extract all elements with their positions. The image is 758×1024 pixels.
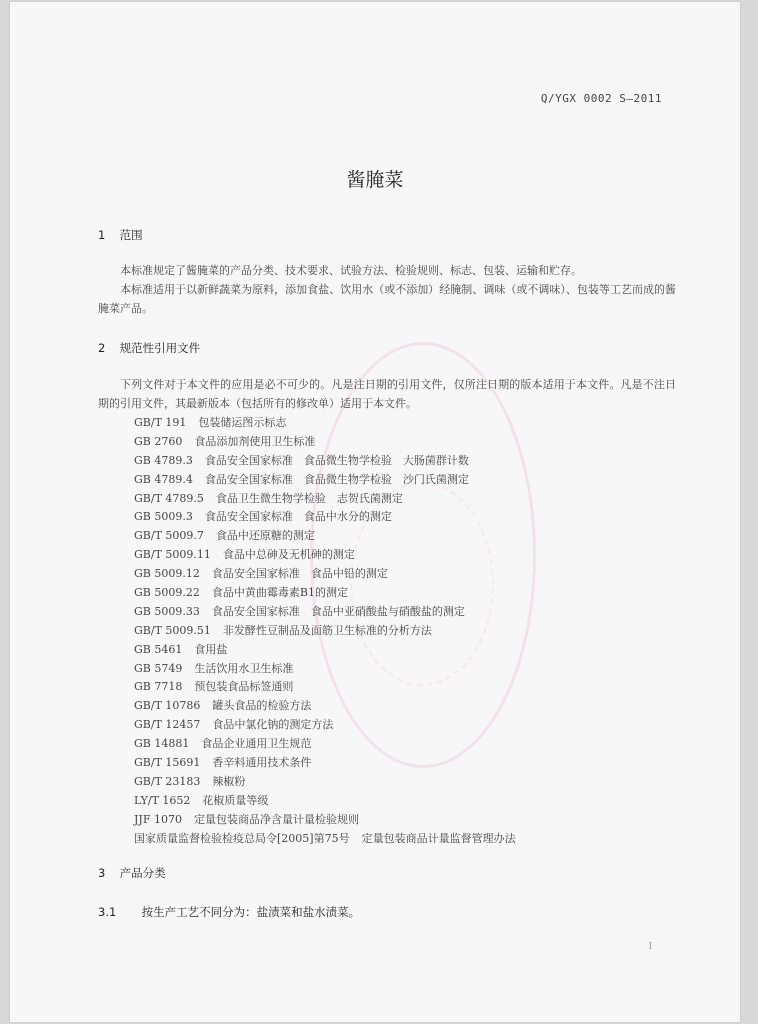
reference-code: GB/T 191 xyxy=(134,416,187,429)
section-title: 范围 xyxy=(119,228,143,242)
subclause-3-1 xyxy=(98,904,360,920)
section-number: 1 xyxy=(98,228,106,242)
reference-code: GB 4789.4 xyxy=(134,472,193,486)
section-number: 2 xyxy=(98,341,106,355)
subclause-number: 3.1 xyxy=(98,905,117,919)
reference-title: 罐头食品的检验方法 xyxy=(212,699,312,713)
reference-title: 食品添加剂使用卫生标准 xyxy=(194,434,316,448)
page-marker: I xyxy=(648,942,652,952)
reference-title: 辣椒粉 xyxy=(212,774,246,788)
reference-title: 食用盐 xyxy=(194,642,228,656)
section-heading-classification xyxy=(98,865,166,881)
reference-title: 食品安全国家标准 食品中水分的测定 xyxy=(204,510,392,524)
reference-item xyxy=(134,584,516,603)
reference-code: GB/T 12457 xyxy=(134,718,201,732)
reference-title: 花椒质量等级 xyxy=(202,793,269,807)
reference-item xyxy=(134,773,516,792)
section-heading-scope xyxy=(98,227,143,243)
reference-item xyxy=(134,811,516,830)
section-title: 规范性引用文件 xyxy=(119,341,201,355)
reference-code: LY/T 1652 xyxy=(134,793,191,807)
reference-title: 非发酵性豆制品及面筋卫生标准的分析方法 xyxy=(222,623,432,637)
reference-title: 食品安全国家标准 食品中亚硝酸盐与硝酸盐的测定 xyxy=(211,604,465,618)
reference-title: 定量包装商品净含量计量检验规则 xyxy=(193,812,359,826)
subclause-text: 按生产工艺不同分为：盐渍菜和盐水渍菜。 xyxy=(141,905,361,919)
reference-item xyxy=(134,830,516,849)
reference-title: 香辛料通用技术条件 xyxy=(212,756,312,770)
reference-code: GB 2760 xyxy=(134,434,183,448)
reference-item xyxy=(134,697,516,716)
reference-code: GB 5461 xyxy=(134,642,183,656)
reference-code: GB 7718 xyxy=(134,680,183,694)
reference-code: GB 5009.33 xyxy=(134,604,200,618)
reference-item xyxy=(134,414,516,433)
reference-title: 食品中黄曲霉毒素B1的测定 xyxy=(211,586,348,600)
reference-code: 国家质量监督检验检疫总局令[2005]第75号 xyxy=(134,831,350,845)
reference-title: 生活饮用水卫生标准 xyxy=(194,661,294,675)
reference-item xyxy=(134,792,516,811)
section-title: 产品分类 xyxy=(119,866,166,880)
reference-item xyxy=(134,641,516,660)
reference-code: GB/T 23183 xyxy=(134,774,201,788)
reference-code: GB 4789.3 xyxy=(134,453,193,467)
reference-item xyxy=(134,546,516,565)
reference-code: GB/T 15691 xyxy=(134,756,201,770)
section-heading-references xyxy=(98,340,200,356)
reference-code: GB/T 10786 xyxy=(134,699,201,713)
reference-code: GB 5749 xyxy=(134,661,183,675)
section-number: 3 xyxy=(98,866,106,880)
reference-item xyxy=(134,565,516,584)
reference-code: JJF 1070 xyxy=(134,812,182,826)
reference-title: 食品安全国家标准 食品微生物学检验 沙门氏菌测定 xyxy=(204,472,469,486)
document-title: 酱腌菜 xyxy=(346,169,404,191)
reference-item xyxy=(134,754,516,773)
reference-item xyxy=(134,716,516,735)
reference-code: GB 5009.12 xyxy=(134,567,200,581)
reference-title: 定量包装商品计量监督管理办法 xyxy=(361,831,516,845)
reference-list xyxy=(134,414,516,848)
document-number: Q/YGX 0002 S—2011 xyxy=(540,92,662,105)
reference-title: 食品企业通用卫生规范 xyxy=(201,737,312,751)
reference-title: 预包装食品标签通则 xyxy=(194,680,294,694)
reference-item xyxy=(134,471,516,490)
reference-title: 食品中还原糖的测定 xyxy=(215,529,315,543)
reference-title: 食品中总砷及无机砷的测定 xyxy=(222,548,355,562)
reference-item xyxy=(134,660,516,679)
scope-paragraph-2: 本标准适用于以新鲜蔬菜为原料，添加食盐、饮用水（或不添加）经腌制、调味（或不调味）、包装等工艺而成的酱腌菜产品。 xyxy=(98,283,676,315)
reference-code: GB/T 5009.7 xyxy=(134,529,204,543)
reference-title: 食品中氯化钠的测定方法 xyxy=(212,718,334,732)
reference-title: 食品安全国家标准 食品中铅的测定 xyxy=(211,567,388,581)
reference-item xyxy=(134,433,516,452)
reference-item xyxy=(134,622,516,641)
reference-item xyxy=(134,490,516,509)
reference-code: GB/T 5009.11 xyxy=(134,548,211,562)
reference-item xyxy=(134,527,516,546)
reference-code: GB 5009.3 xyxy=(134,510,193,524)
scope-paragraph-1: 本标准规定了酱腌菜的产品分类、技术要求、试验方法、检验规则、标志、包装、运输和贮存。 xyxy=(120,264,582,277)
reference-item xyxy=(134,735,516,754)
reference-code: GB 14881 xyxy=(134,737,190,751)
reference-code: GB/T 5009.51 xyxy=(134,623,211,637)
reference-item xyxy=(134,508,516,527)
reference-code: GB/T 4789.5 xyxy=(134,491,204,505)
reference-title: 食品卫生微生物学检验 志贺氏菌测定 xyxy=(215,491,403,505)
document-page xyxy=(10,2,740,1022)
reference-item xyxy=(134,678,516,697)
reference-item xyxy=(134,603,516,622)
reference-item xyxy=(134,452,516,471)
reference-title: 食品安全国家标准 食品微生物学检验 大肠菌群计数 xyxy=(204,453,469,467)
reference-title: 包装储运图示标志 xyxy=(198,416,287,429)
reference-code: GB 5009.22 xyxy=(134,586,200,600)
references-intro: 下列文件对于本文件的应用是必不可少的。凡是注日期的引用文件，仅所注日期的版本适用于本文件。凡是不注日期的引用文件，其最新版本（包括所有的修改单）适用于本文件。 xyxy=(98,378,676,410)
